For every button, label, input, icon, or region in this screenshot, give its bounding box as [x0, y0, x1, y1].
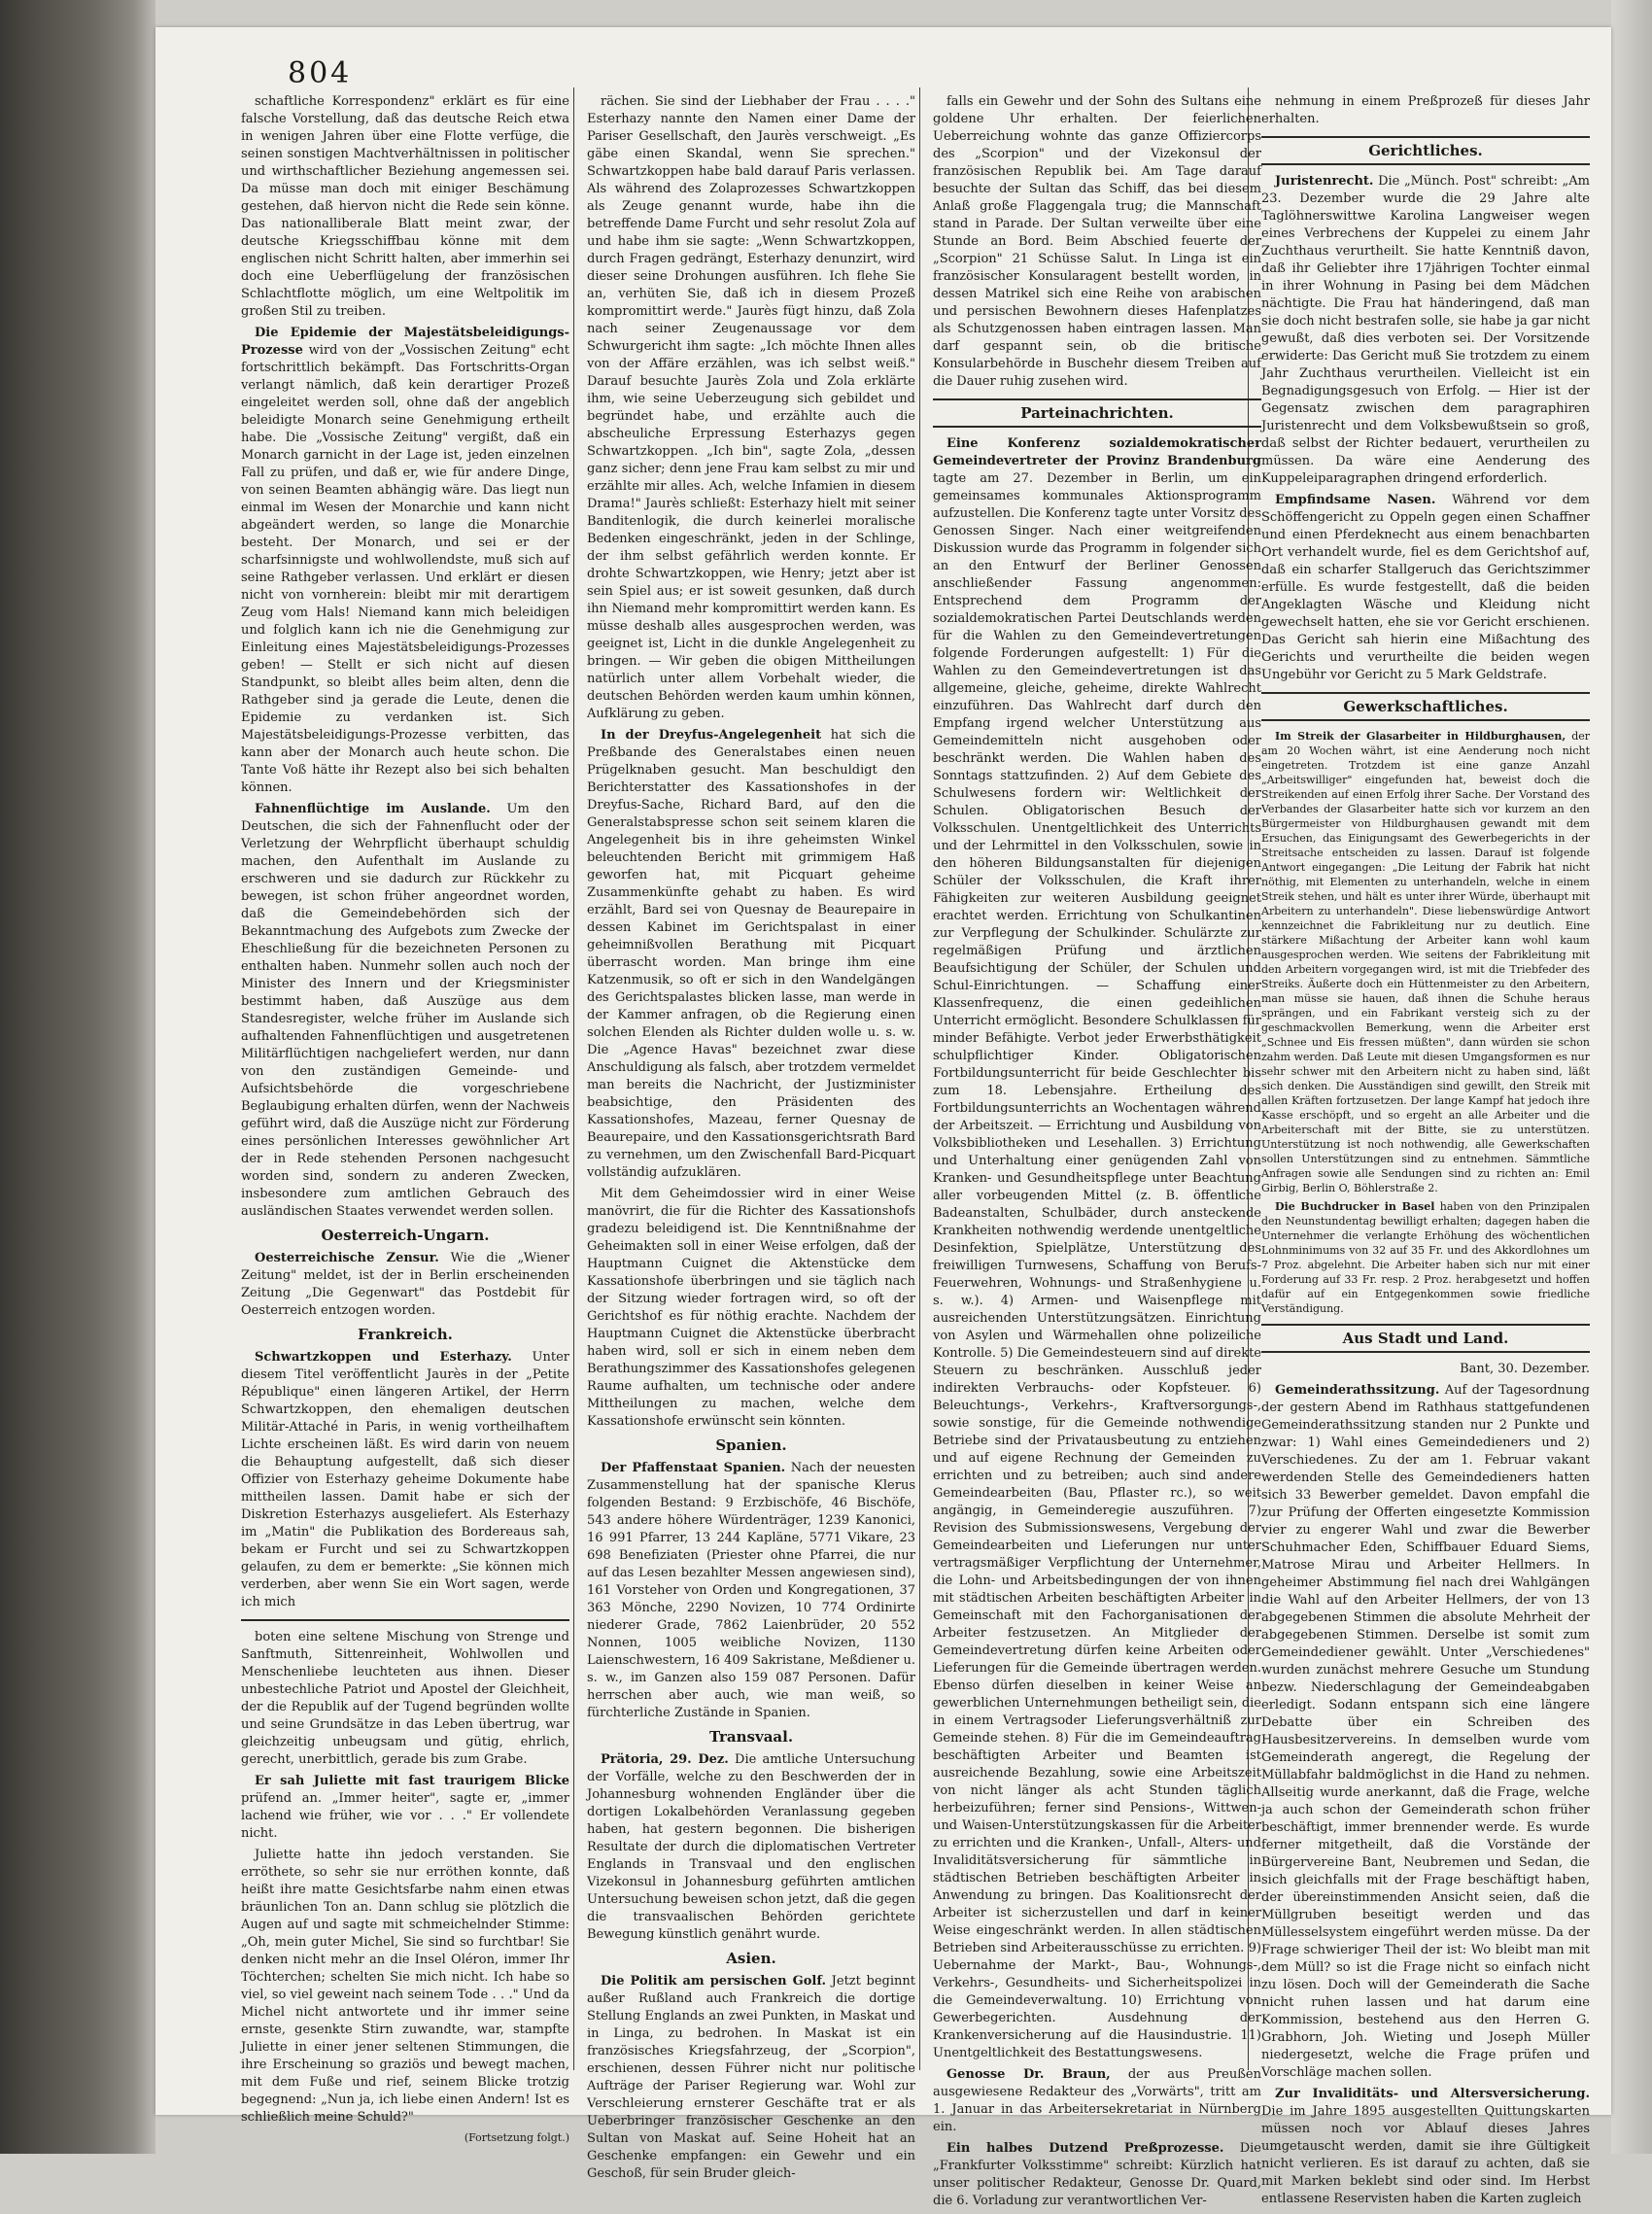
paragraph	[241, 801, 569, 1221]
paragraph	[933, 435, 1261, 2062]
paragraph	[587, 727, 915, 1182]
article-lead: Zur Invaliditäts- und Altersversicherung.	[1275, 2087, 1590, 2101]
article-text: haben von den Prinzipalen den Neunstundentag bewilligt erhalten; dagegen haben die Unternehmer die verlangte Erhöhung des wöchentlichen Lohnminimums von 32 auf 35 Fr. und des Akkordlohnes um 7 Proz. abgelehnt. Die Arbeiter haben sich nur mit einer Forderung auf 33 Fr. resp. 2 Proz. herabgesetzt und hoffen dafür auf ein Entgegenkommen sowie friedliche Verständigung.	[1261, 1200, 1590, 1315]
paragraph: Juliette hatte ihn jedoch verstanden. Sie erröthete, so sehr sie nur erröthen konnte, daß heißt ihre matte Gesichtsfarbe nahm einen etwas bräunlichen Ton an. Dann schlug sie plötzlich die Augen auf und sagte mit schmeichelnder Stimme: „Oh, mein guter Michel, Sie sind so furchtbar! Sie denken nicht mehr an die Insel Oléron, immer Ihr Töchterchen; schelten Sie mich nicht. Ich habe so viel, so viel geweint nach seinem Tode . . ." Und da Michel nicht antwortete und ihr immer seine ernste, gesenkte Stirn zuwandte, war, stampfte Juliette in einer jener seltenen Stimmungen, die ihre Erscheinung so graziös und bewegt machen, mit dem Fuße und rief, seinem Blicke trotzig begegnend: „Nun ja, ich liebe einen Andern! Ist es schließlich meine Schuld?"	[241, 1848, 569, 2125]
continuation-note: (Fortsetzung folgt.)	[464, 2131, 569, 2144]
column-2	[587, 93, 915, 2187]
paragraph	[587, 1460, 915, 1722]
paragraph	[241, 325, 569, 797]
column-rule	[919, 87, 920, 2070]
article-text: Während vor dem Schöffengericht zu Oppeln gegen einen Schaffner und einen Pferdeknecht aus einem benachbarten Ort verhandelt wurde, fiel es dem Gerichtshof auf, daß ein scharfer Stallgeruch das Gerichtszimmer erfülle. Es wurde festgestellt, daß die beiden Angeklagten Wäsche und Kleidung nicht gewechselt hatten, ehe sie vor Gericht erschienen. Das Gericht sah hierin eine Mißachtung des Gerichts und verurtheilte die beiden wegen Ungebühr vor Gericht zu 5 Mark Geldstrafe.	[1261, 493, 1591, 682]
article-lead: In der Dreyfus-Angelegenheit	[601, 728, 822, 743]
article-lead: Oesterreichische Zensur.	[255, 1251, 439, 1265]
article-lead: Der Pfaffenstaat Spanien.	[601, 1461, 786, 1475]
article-text: Die amtliche Untersuchung der Vorfälle, welche zu den Beschwerden der in Johannesburg wohnenden Engländer über die dortigen Lokalbehörden Veranlassung gegeben haben, hat gestern begonnen. Die bisherigen Resultate der durch die diplomatischen Vertreter Englands in Transvaal und den englischen Vizekonsul in Johannesburg geführten amtlichen Untersuchung beweisen schon jetzt, daß die gegen die transvaalischen Behörden gerichtete Bewegung künstlich genährt wurde.	[587, 1752, 915, 1942]
article-text: hat sich die Preßbande des Generalstabes einen neuen Prügelknaben gesucht. Man beschuldigt den Berichterstatter des Kassationshofes in der Dreyfus-Sache, Richard Bard, auf den die Generalstabspresse schon seit seinem klaren die Angelegenheit bis in ihre geheimsten Winkel beleuchtenden Bericht mit grimmigem Haß geworfen hat, mit Picquart geheime Zusammenkünfte gehabt zu haben. Es wird erzählt, Bard sei von Quesnay de Beaurepaire in dessen Kabinet im Gerichtspalast in einer geheimnißvollen Berathung mit Picquart überrascht worden. Man bringe ihm eine Katzenmusik, so oft er sich in den Wandelgängen des Gerichtspalastes blicken lasse, man werde in der Kammer anfragen, ob die Regierung einen solchen Elenden als Richter dulden wolle u. s. w. Die „Agence Havas" bezeichnet zwar diese Anschuldigung als falsch, aber trotzdem vermeldet man bereits die Nachricht, der Justizminister beabsichtige, den Präsidenten des Kassationshofes, Mazeau, ferner Quesnay de Beaurepaire, und den Kassationsgerichtsrath Bard zu vernehmen, um den Zwischenfall Bard-Picquart vollständig aufzuklären.	[587, 728, 915, 1180]
article-lead: Prätoria, 29. Dez.	[601, 1752, 729, 1767]
column-4	[1261, 93, 1590, 2212]
paragraph: nehmung in einem Preßprozeß für dieses Jahr erhalten.	[1261, 94, 1590, 126]
article-text: Die „Münch. Post" schreibt: „Am 23. Dezember wurde die 29 Jahre alte Taglöhnerswittwe Karolina Langweiser wegen eines Verbrechens der Kuppelei zu einem Jahr Zuchthaus verurtheilt. Sie hatte Kenntniß davon, daß ihr Geliebter ihre 17jährigen Tochter einmal in ihrer Wohnung in Pasing bei dem Mädchen nächtigte. Die Frau hat händeringend, daß man sie doch nicht bestrafen solle, sie habe ja gar nicht gewußt, daß dies verboten sei. Der Vorsitzende erwiderte: Das Gericht muß Sie trotzdem zu einem Jahr Zuchthaus verurtheilen. Vielleicht ist ein Begnadigungsgesuch von Erfolg. — Hier ist der Gegensatz zwischen dem paragraphiren Juristenrecht und dem Volksbewußtsein so groß, daß selbst der Richter bedauert, verurtheilen zu müssen. Da wäre eine Aenderung des Kuppeleiparagraphen dringend erforderlich.	[1261, 174, 1590, 486]
article-lead: Gemeinderathssitzung.	[1275, 1383, 1440, 1398]
section-heading: Oesterreich-Ungarn.	[321, 1227, 490, 1244]
article-text: wird von der „Vossischen Zeitung" echt fortschrittlich bekämpft. Das Fortschritts-Organ verlangt nämlich, daß kein derartiger Prozeß eingeleitet werden soll, ohne daß der angeblich beleidigte Monarch seine Genehmigung ertheilt habe. Die „Vossische Zeitung" vergißt, daß ein Monarch garnicht in der Lage ist, jeden einzelnen Fall zu prüfen, und daß er, wie für andere Dinge, von seinen Beamten abhängig wäre. Das liegt nun einmal im Wesen der Monarchie und kann nicht abgeändert werden, so lange die Monarchie besteht. Der Monarch, und sei er der scharfsinnigste und wohlwollendste, muß sich auf seine Rathgeber verlassen. Und erklärt er diesen nicht von vornherein: bleibt mir mit derartigem Zeug vom Hals! Niemand kann mich beleidigen und folglich kann ich nie die Genehmigung zur Einleitung eines Majestätsbeleidigungs-Prozesses geben! — Stellt er sich nicht auf diesen Standpunkt, so bleibt alles beim alten, denn die Rathgeber sind ja gerade die Leute, denen die Epidemie zu verdanken ist. Sich Majestätsbeleidigungs-Prozesse verbitten, das kann aber der Monarch auch heute schon. Die Tante Voß hätte ihr Rezept also bei sich behalten können.	[241, 343, 569, 795]
article-text: Auf der Tagesordnung der gestern Abend im Rathhaus stattgefundenen Gemeinderathssitzung standen nur 2 Punkte und zwar: 1) Wahl eines Gemeindedieners und 2) Verschiedenes. Zu der am 1. Februar vakant werdenden Stelle des Gemeindedieners hatten sich 33 Bewerber gemeldet. Davon empfahl die zur Prüfung der Offerten eingesetzte Kommission vier zu engerer Wahl und zwar die Bewerber Schuhmacher Eden, Schiffbauer Eduard Siems, Matrose Mirau und Arbeiter Hellmers. In geheimer Abstimmung fiel nach drei Wahlgängen die Wahl auf den Arbeiter Hellmers, der von 13 abgegebenen Stimmen die absolute Mehrheit der abgegebenen Stimmen. Derselbe ist somit zum Gemeindediener gewählt. Unter „Verschiedenes" wurden zunächst mehrere Gesuche um Stundung bezw. Niederschlagung der Gemeindeabgaben erledigt. Sodann entspann sich eine längere Debatte über ein Schreiben des Hausbesitzervereins. In demselben wurde vom Gemeinderath angeregt, die Regelung der Müllabfahr baldmöglichst in die Hand zu nehmen. Allseitig wurde anerkannt, daß die Frage, welche ja auch schon der Gemeinderath schon früher beschäftigt, immer brennender werde. Es wurde ferner mitgetheilt, daß die Vorstände der Bürgervereine Bant, Neubremen und Sedan, die sich gleichfalls mit der Frage beschäftigt haben, der übereinstimmenden Ansicht seien, daß die Müllgruben beseitigt werden und das Müllesselsystem eingeführt werden müsse. Da der Frage schwieriger Theil der ist: Wo bleibt man mit dem Müll? so ist die Frage nicht so einfach nicht zu lösen. Doch will der Gemeinderath die Sache nicht ruhen lassen und hat darum eine Kommission, bestehend aus den Herren G. Grabhorn, Joh. Wieting und Joseph Müller niedergesetzt, welche die Frage prüfen und Vorschläge machen sollen.	[1261, 1383, 1590, 2080]
paragraph	[933, 2066, 1261, 2136]
paragraph: schaftliche Korrespondenz" erklärt es für eine falsche Vorstellung, daß das deutsche Reich etwa in wenigen Jahren über eine Flotte verfüge, die seinen sonstigen Machtverhältnissen in politischer und wirthschaftlicher Beziehung angemessen sei. Da müsse man doch mit einiger Beschämung gestehen, daß hiervon nicht die Rede sein könne. Das nationalliberale Blatt meint zwar, der deutsche Kriegsschiffbau könne mit dem englischen nicht Schritt halten, aber immerhin sei doch eine Ueberflügelung der französischen Schlachtflotte möglich, um eine Weltpolitik im großen Stil zu treiben.	[241, 94, 569, 319]
article-lead: Er sah Juliette mit fast traurigem Blicke	[255, 1774, 569, 1788]
column-1	[241, 93, 569, 2149]
article-lead: Juristenrecht.	[1275, 174, 1374, 189]
paragraph: boten eine seltene Mischung von Strenge und Sanftmuth, Sittenreinheit, Wohlwollen und Menschenliebe leuchteten aus ihnen. Dieser unbestechliche Patriot und Apostel der Gleichheit, der die Republik auf der Tugend begründen wollte und seine Grundsätze in das Leben übertrug, war gleichzeitig unbeugsam und gütig, ehrlich, gerecht, unerbittlich, gerade bis zum Grabe.	[241, 1630, 569, 1767]
paragraph	[933, 2140, 1261, 2210]
section-heading: Spanien.	[715, 1436, 787, 1454]
section-heading: Transvaal.	[708, 1728, 794, 1746]
article-lead: Im Streik der Glasarbeiter in Hildburghausen,	[1275, 730, 1566, 743]
paragraph	[241, 1773, 569, 1843]
section-heading: Asien.	[726, 1950, 776, 1967]
article-lead: Genosse Dr. Braun,	[946, 2067, 1111, 2082]
paragraph	[1261, 729, 1590, 1195]
section-heading: Gerichtliches.	[1261, 136, 1590, 165]
paragraph: rächen. Sie sind der Liebhaber der Frau . . . ." Esterhazy nannte den Namen einer Dame der Pariser Gesellschaft, den Jaurès verschweigt. „Es gäbe einen Skandal, wenn Sie sprechen." Schwartzkoppen habe bald darauf Paris verlassen. Als während des Zolaprozesses Schwartzkoppen als Zeuge genannt wurde, habe ihn die betreffende Dame Furcht und sehr resolut Zola auf und habe ihm sie sagte: „Wenn Schwartzkoppen, durch Fragen gedrängt, Esterhazy denunzirt, wird dieser seine Drohungen ausführen. Ich flehe Sie an, verhüten Sie, daß ich in diesem Prozeß kompromittirt werde." Jaurès fügt hinzu, daß Zola nach seiner Zeugenaussage vor dem Schwurgericht ihm sagte: „Ich möchte Ihnen alles von der Affäre erzählen, was ich selbst weiß." Darauf besuchte Jaurès Zola und Zola erklärte ihm, wie seine Ueberzeugung sich gebildet und begründet habe, und erzählte auch die abscheuliche Erpressung Esterhazys gegen Schwartzkoppen. „Ich bin", sagte Zola, „dessen ganz sicher; denn jene Frau kam selbst zu mir und erzählte mir alles. Ach, welche Infamien in diesem Drama!" Jaurès schließt: Esterhazy hielt mit seiner Banditenlogik, die durch keinerlei moralische Bedenken eingeschränkt, jeden in der Schlinge, der ihm selbst gefährlich werden konnte. Er drohte Schwartzkoppen, wie Henry; jetzt aber ist sein Spiel aus; er ist soweit gesunken, daß durch ihn Niemand mehr kompromittirt werden kann. Es müsse deshalb alles ausgesprochen werden, was geeignet ist, Licht in die dunkle Angelegenheit zu bringen. — Wir geben die obigen Mittheilungen natürlich unter allem Vorbehalt wieder, die deutschen Behörden werden kaum umhin können, Aufklärung zu geben.	[587, 94, 915, 721]
article-text: Um den Deutschen, die sich der Fahnenflucht oder der Verletzung der Wehrpflicht überhaupt schuldig machen, den Aufenthalt im Auslande zu erschweren und sie dadurch zur Rückkehr zu bewegen, ist schon früher angeordnet worden, daß die Gemeindebehörden sich der Bekanntmachung des Aufgebots zum Zwecke der Eheschließung für die bezeichneten Personen zu enthalten haben. Nunmehr sollen auch noch der Minister des Innern und der Kriegsminister bestimmt haben, daß Auszüge aus dem Standesregister, welche früher im Auslande sich aufhaltenden Fahnenflüchtigen und ausgetretenen Militärflüchtigen nachgeliefert werden, nur dann von den zuständigen Gemeinde- und Aufsichtsbehörde die vorgeschriebene Beglaubigung erhalten dürfen, wenn der Nachweis geführt wird, daß die Auszüge nicht zur Förderung eines persönlichen Interesses gewöhnlicher Art der in Rede stehenden Personen nachgesucht worden sind, sondern zu anderen Zwecken, insbesondere zum amtlichen Gebrauch des ausländischen Staates verwendet werden sollen.	[241, 802, 569, 1219]
article-lead: Empfindsame Nasen.	[1275, 493, 1436, 507]
article-text: der am 20 Wochen währt, ist eine Aenderung noch nicht eingetreten. Trotzdem ist eine ganze Anzahl „Arbeitswilliger" eingefunden hat, beweist doch die Streikenden auf einen Erfolg ihrer Sache. Der Vorstand des Verbandes der Glasarbeiter hatte sich vor kurzem an den Bürgermeister von Hildburghausen gewandt mit dem Ersuchen, das Einigungsamt des Gewerbegerichts in der Streitsache entscheiden zu lassen. Darauf ist folgende Antwort eingegangen: „Die Leitung der Fabrik hat nicht nöthig, mit Elementen zu unterhandeln, welche in einem Streik stehen, und hält es unter ihrer Würde, überhaupt mit Arbeitern zu unterhandeln". Diese liebenswürdige Antwort kennzeichnet die Fabrikleitung nur zu deutlich. Eine stärkere Mißachtung der Arbeiter kann wohl kaum ausgesprochen werden. Wie seitens der Fabrikleitung mit den Arbeitern vorgegangen wird, ist mit die Triebfeder des Streiks. Äußerte doch ein Hüttenmeister zu den Arbeitern, man müsse sie hauen, daß ihnen die Schuhe heraus sprängen, und ein Fabrikant versteig sich zu der geschmackvollen Bemerkung, wenn die Arbeiter erst „Schnee und Eis fressen müßten", dann würden sie schon zahm werden. Daß Leute mit diesen Umgangsformen es nur sehr schwer mit den Arbeitern nicht zu haben sind, läßt sich denken. Die Ausständigen sind gewillt, den Streik mit allen Kräften fortzusetzen. Der lange Kampf hat jedoch ihre Kasse erschöpft, und so ergeht an alle Arbeiter und die Arbeiterschaft mit der Bitte, sie zu unterstützen. Unterstützung ist noch nothwendig, alle Gewerkschaften sollen Unterstützungen sind zu entnehmen. Sämmtliche Anfragen sowie alle Sendungen sind zu richten an: Emil Girbig, Berlin O, Böhlerstraße 2.	[1261, 730, 1590, 1194]
paragraph	[1261, 1382, 1590, 2082]
article-lead: Eine Konferenz sozialdemokratischer Gemeindevertreter der Provinz Brandenburg	[933, 436, 1261, 468]
article-lead: Die Epidemie der Majestätsbeleidigungs-Prozesse	[241, 326, 569, 358]
article-lead: Ein halbes Dutzend Preßprozesse.	[946, 2141, 1224, 2156]
article-text: Die im Jahre 1895 ausgestellten Quittungskarten müssen noch vor Ablauf dieses Jahres umgetauscht werden, damit sie ihre Gültigkeit nicht verlieren. Es ist darauf zu achten, daß sie mit Marken beklebt sind oder sind. Im Herbst entlassene Reservisten haben die Karten zugleich	[1261, 2104, 1590, 2206]
paragraph: Mit dem Geheimdossier wird in einer Weise manövrirt, die für die Richter des Kassationshofs gradezu beleidigend ist. Die Kenntnißnahme der Geheimakten soll in einer Weise erfolgen, daß der Hauptmann Cuignet die Aktenstücke dem Kassationshofe überbringen und sie täglich nach der Sitzung wieder fortragen wird, so oft der Gerichtshof es für nöthig erachte. Nachdem der Hauptmann Cuignet die Aktenstücke überbracht haben wird, soll er sich in einem neben dem Berathungszimmer des Kassationshofes gelegenen Raume aufhalten, um technische oder andere Mittheilungen zu machen, welche dem Kassationshofe erwünscht sein könnten.	[587, 1187, 915, 1429]
column-rule	[573, 87, 574, 2070]
section-heading: Frankreich.	[358, 1326, 453, 1343]
article-text: der aus Preußen ausgewiesene Redakteur des „Vorwärts", tritt am 1. Januar in das Arbeitersekretariat in Nürnberg ein.	[933, 2067, 1261, 2134]
paragraph	[1261, 1199, 1590, 1316]
article-lead: Fahnenflüchtige im Auslande.	[255, 802, 491, 816]
section-heading: Gewerkschaftliches.	[1261, 692, 1590, 721]
column-3	[933, 93, 1261, 2214]
paragraph	[1261, 2086, 1590, 2208]
article-text: Unter diesem Titel veröffentlicht Jaurès in der „Petite République" einen längeren Artikel, der Herrn Schwartzkoppen, den ehemaligen deutschen Militär-Attaché in Paris, in wenig vortheilhaftem Lichte erscheinen läßt. Es wird darin von neuem die Behauptung aufgestellt, daß sich dieser Offizier von Esterhazy geheime Dokumente habe mittheilen lassen. Damit habe er sich der Diskretion Esterhazys ausgeliefert. Als Esterhazy im „Matin" die Publikation des Bordereaus sah, bekam er Furcht und sei zu Schwartzkoppen gelaufen, zu dem er bemerkte: „Sie können mich verderben, aber wenn Sie ein Wort sagen, werde ich mich	[241, 1350, 569, 1609]
dateline: Bant, 30. Dezember.	[1460, 1362, 1590, 1376]
paragraph	[241, 1250, 569, 1320]
article-lead: Die Politik am persischen Golf.	[601, 1974, 827, 1989]
feuilleton-rule	[241, 1619, 569, 1621]
paragraph	[241, 1349, 569, 1611]
article-text: Jetzt beginnt außer Rußland auch Frankreich die dortige Stellung Englands an zwei Punkten, in Maskat und in Linga, zu bedrohen. In Maskat ist ein französisches Kriegsfahrzeug, der „Scorpion", erschienen, dessen Führer nicht nur politische Aufträge der Pariser Regierung war. Wohl zur Verschleierung ernsterer Geschäfte trat er als Ueberbringer französischer Geschenke an den Sultan von Maskat auf. Seine Hoheit hat an Geschenke empfangen: ein Gewehr und ein Geschoß, für sein Bruder gleich-	[587, 1974, 915, 2181]
page-edge	[1611, 0, 1652, 2154]
article-text: Die „Frankfurter Volksstimme" schreibt: Kürzlich hat unser politischer Redakteur, Genosse Dr. Quard, die 6. Vorladung zur verantwortlichen Ver-	[933, 2141, 1261, 2208]
article-text: tagte am 27. Dezember in Berlin, um ein gemeinsames kommunales Aktionsprogramm aufzustellen. Die Konferenz tagte unter Vorsitz des Genossen Singer. Nach einer weitgreifenden Diskussion wurde das Programm in folgender sich an den Entwurf der Berliner Genossen anschließender Fassung angenommen: Entsprechend dem Programm der sozialdemokratischen Partei Deutschlands werden für die Wahlen zu den Gemeindevertretungen folgende Forderungen aufgestellt: 1) Für die Wahlen zu den Gemeindevertretungen ist das allgemeine, gleiche, geheime, direkte Wahlrecht einzuführen. Das Wahlrecht darf durch den Empfang irgend welcher Unterstützung aus Gemeindemitteln nicht ausgehoben oder beschränkt werden. Die Wahlen haben des Sonntags stattzufinden. 2) Auf dem Gebiete des Schulwesens fordern wir: Weltlichkeit der Schulen. Obligatorischen Besuch der Volksschulen. Unentgeltlichkeit des Unterrichts und der Lehrmittel in den Volksschulen, sowie in den höheren Bildungsanstalten für diejenigen Schüler der Volksschulen, die Kraft ihrer Fähigkeiten zur weiteren Ausbildung geeignet erachtet werden. Errichtung von Schulkantinen zur Verpflegung der Schulkinder. Schulärzte zur regelmäßigen Prüfung und ärztlichen Beaufsichtigung der Schüler, der Schulen und Schul-Einrichtungen. — Schaffung einer Klassenfrequenz, die einen gedeihlichen Unterricht ermöglicht. Besondere Schulklassen für minder Befähigte. Verbot jeder Erwerbsthätigkeit schulpflichtiger Kinder. Obligatorischen Fortbildungsunterricht für beide Geschlechter bis zum 18. Lebensjahre. Ertheilung des Fortbildungsunterrichts an Wochentagen während der Arbeitszeit. — Errichtung und Ausbildung von Volksbibliotheken und Lesehallen. 3) Errichtung und Unterhaltung einer genügenden Zahl von Kranken- und Gesundheitspflege unter Beachtung aller vorbeugenden Mittel (z. B. öffentliche Badeanstalten, Schulbäder, durch ansteckende Krankheiten nothwendig werdende unentgeltliche Desinfektion, Spielplätze, Unterstützung des freiwilligen Turnwesens, Schaffung von Berufs-Feuerwehren, Wohnungs- und Straßenhygiene u. s. w.). 4) Armen- und Waisenpflege mit ausreichenden Unterstützungsätzen. Einrichtung von Asylen und Wärmehallen ohne polizeiliche Kontrolle. 5) Die Gemeindesteuern sind auf direkte Steuern zu beschränken. Ausschluß jeder indirekten Verbrauchs- oder Kopfsteuer. 6) Beleuchtungs-, Verkehrs-, Kraftversorgungs-, sowie sonstige, für die Gemeinde nothwendige Betriebe sind der Privatausbeutung zu entziehen und auf eigene Rechnung der Gemeinden zu errichten und zu betreiben; auch sind andere Gemeindearbeiten (Bau, Pflaster rc.), so weit angängig, in Gemeinderegie auszuführen. 7) Revision des Submissionswesens, Vergebung der Gemeindearbeiten und Lieferungen nur unter vertragsmäßiger Verpflichtung der Unternehmer, die Lohn- und Arbeitsbedingungen der von ihnen mit städtischen Arbeiten beschäftigten Arbeiter in Gemeinschaft mit den Fachorganisationen der Arbeiter festzusetzen. An Mitglieder der Gemeindevertretung dürfen keine Arbeiten oder Lieferungen für die Gemeinde übertragen werden. Ebenso dürfen dieselben in keiner Weise an gewerblichen Unternehmungen betheiligt sein, die in einem Vertragsoder Lieferungsverhältniß zur Gemeinde stehen. 8) Für die im Gemeindeauftrag beschäftigten Arbeiter und Beamten ist ausreichende Bezahlung, sowie eine Arbeitszeit von nicht länger als acht Stunden täglich herbeizuführen; ferner sind Pensions-, Wittwen- und Waisen-Unterstützungskassen für die Arbeiter zu errichten und die Kranken-, Unfall-, Alters- und Invaliditätsversicherung für sämmtliche in städtischen Betrieben beschäftigten Arbeiter in Anwendung zu bringen. Das Koalitionsrecht der Arbeiter ist sicherzustellen und darf in keiner Weise eingeschränkt werden. In allen städtischen Betrieben sind Arbeiterausschüsse zu errichten. 9) Uebernahme der Markt-, Bau-, Wohnungs-, Verkehrs-, Gesundheits- und Sicherheitspolizei in die Gemeindeverwaltung. 10) Errichtung von Gewerbegerichten. Ausdehnung der Krankenversicherung auf die Hausindustrie. 11) Unentgeltlichkeit des Bestattungswesens.	[933, 471, 1261, 2060]
article-text: prüfend an. „Immer heiter", sagte er, „immer lachend wie früher, wie vor . . ." Er vollendete nicht.	[241, 1791, 569, 1841]
paragraph	[1261, 492, 1590, 684]
article-text: Wie die „Wiener Zeitung" meldet, ist der in Berlin erscheinenden Zeitung „Die Gegenwart" das Postdebit für Oesterreich entzogen worden.	[241, 1251, 569, 1318]
newspaper-page	[155, 27, 1611, 2208]
page-number: 804	[288, 56, 353, 90]
article-lead: Die Buchdrucker in Basel	[1275, 1200, 1435, 1213]
book-binding	[0, 0, 155, 2154]
paragraph	[587, 1751, 915, 1944]
paragraph: falls ein Gewehr und der Sohn des Sultans eine goldene Uhr erhalten. Der feierlichen Ueberreichung wohnte das ganze Offiziercorps des „Scorpion" und der Vizekonsul der französischen Republik bei. Am Tage darauf besuchte der Sultan das Schiff, das bei diesem Anlaß große Flaggengala trug; die Mannschaft stand in Parade. Der Sultan verweilte über eine Stunde an Bord. Beim Abschied feuerte der „Scorpion" 21 Schüsse Salut. In Linga ist ein französischer Konsularagent bestellt worden, in dessen Matrikel sich eine Reihe von arabischen und persischen Bewohnern dieses Hafenplatzes als Schutzgenossen haben eintragen lassen. Man darf gespannt sein, ob die britische Konsularbehörde in Buschehr diesem Treiben auf die Dauer ruhig zusehen wird.	[933, 94, 1261, 389]
paragraph	[1261, 173, 1590, 488]
section-heading: Parteinachrichten.	[933, 398, 1261, 428]
section-heading: Aus Stadt und Land.	[1261, 1324, 1590, 1353]
article-text: Nach der neuesten Zusammenstellung hat der spanische Klerus folgenden Bestand: 9 Erzbischöfe, 46 Bischöfe, 543 andere höhere Würdenträger, 1239 Kanonici, 16 991 Pfarrer, 13 244 Kapläne, 5771 Vikare, 23 698 Benefiziaten (Priester ohne Pfarrei, die nur auf das Lesen bezahlter Messen angewiesen sind), 161 Vorsteher von Orden und Kongregationen, 37 363 Mönche, 2290 Novizen, 10 774 Ordinirte niederer Grade, 7862 Laienbrüder, 20 552 Nonnen, 1005 weibliche Novizen, 1130 Laienschwestern, 16 409 Sakristane, Meßdiener u. s. w., im Ganzen also 159 087 Personen. Dafür herrschen aber auch, wie man weiß, so fürchterliche Zustände in Spanien.	[587, 1461, 915, 1720]
article-lead: Schwartzkoppen und Esterhazy.	[255, 1350, 512, 1365]
paragraph	[587, 1973, 915, 2183]
